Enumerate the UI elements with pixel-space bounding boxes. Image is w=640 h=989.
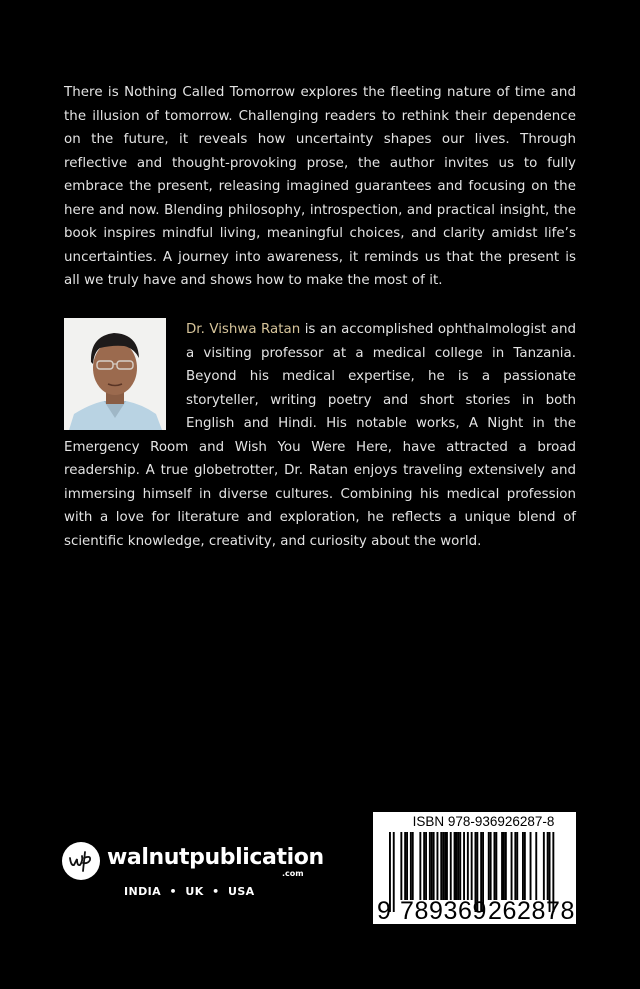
barcode-bar <box>516 832 518 900</box>
barcode-bar <box>412 832 414 900</box>
author-name: Dr. Vishwa Ratan <box>186 322 301 337</box>
barcode-bar <box>429 832 431 900</box>
barcode-digit-first: 9 <box>377 897 391 925</box>
publisher-name: walnutpublication <box>107 845 324 870</box>
barcode-bar <box>450 832 452 900</box>
barcode-bar <box>514 832 516 900</box>
barcode-bar <box>547 832 549 900</box>
barcode-bar <box>406 832 408 900</box>
barcode-bar <box>410 832 412 900</box>
barcode-digits-left: 789369 <box>400 897 488 925</box>
barcode-bar <box>393 832 395 912</box>
barcode-bar <box>467 832 469 900</box>
barcode-bar <box>423 832 425 900</box>
barcode-bar <box>459 832 461 900</box>
barcode-bar <box>490 832 492 900</box>
barcode-bar <box>503 832 505 900</box>
barcode-bar <box>444 832 446 900</box>
barcode-bar <box>463 832 465 900</box>
barcode-bar <box>471 832 473 900</box>
book-blurb: There is Nothing Called Tomorrow explores the fleeting nature of time and the illusion of tomorrow. Challenging readers to rethink their dependence on the future, it reveals how uncertainty shapes our lives. Through reflective and thought-provoking prose, the author invites us to fully embrace the present, releasing imagined guarantees and focusing on the here and now. Blending philosophy, introspection, and practical insight, the book inspires mindful living, meaningful choices, and clarity amidst life’s uncertainties. A journey into awareness, it reminds us that the present is all we truly have and shows how to make the most of it. <box>64 85 576 288</box>
barcode-bar <box>457 832 459 900</box>
barcode-bar <box>511 832 513 900</box>
publisher-logo <box>62 842 322 902</box>
barcode-bar <box>494 832 496 900</box>
barcode-bar <box>524 832 526 900</box>
barcode-bar <box>488 832 490 900</box>
isbn-barcode <box>373 812 576 924</box>
barcode-bar <box>456 832 458 900</box>
author-photo <box>64 318 166 430</box>
barcode-bar <box>530 832 532 900</box>
barcode-bar <box>419 832 421 900</box>
barcode-bar <box>522 832 524 900</box>
barcode-bar <box>505 832 507 900</box>
publisher-domain: .com <box>282 869 304 878</box>
author-bio: is an accomplished ophthalmologist and a visiting professor at a medical college in Tanzania. Beyond his medical expertise, he is a passionate storyteller, writing poetry and short stories in both English and Hindi. His notable works, A Night in the Emergency Room and Wish You Were Here, have attracted a broad readership. A true globetrotter, Dr. Ratan enjoys traveling extensively and immersing himself in diverse cultures. Combining his medical profession with a love for literature and exploration, he reflects a unique blend of scientific knowledge, creativity, and curiosity about the world. <box>64 322 576 549</box>
author-bio-section <box>64 318 576 553</box>
barcode-bar <box>400 832 402 900</box>
barcode-bar <box>446 832 448 900</box>
barcode-digits-right: 262878 <box>488 897 576 925</box>
publisher-regions: INDIA • UK • USA <box>124 885 255 898</box>
barcode-bar <box>433 832 435 900</box>
barcode-bar <box>437 832 439 900</box>
barcode-bar <box>440 832 442 900</box>
walnut-logo-icon <box>62 842 100 880</box>
barcode-bar <box>431 832 433 900</box>
isbn-label: ISBN 978-936926287-8 <box>412 814 555 829</box>
barcode-bar <box>495 832 497 900</box>
barcode-bar <box>535 832 537 900</box>
barcode-bar <box>404 832 406 900</box>
barcode-bar <box>501 832 503 900</box>
barcode-bar <box>442 832 444 900</box>
barcode-bar <box>543 832 545 900</box>
barcode-bar <box>454 832 456 900</box>
barcode-bar <box>425 832 427 900</box>
